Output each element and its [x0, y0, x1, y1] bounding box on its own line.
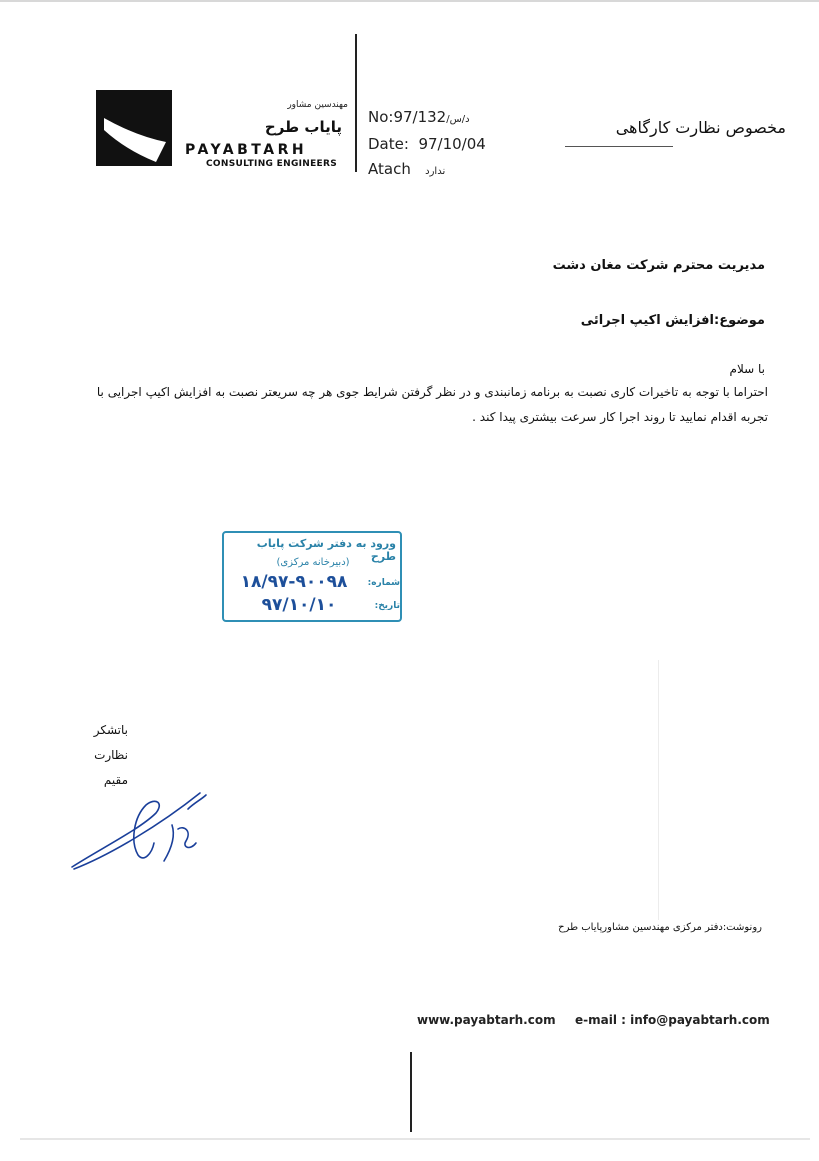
stamp-number-label: شماره:	[367, 578, 400, 588]
stamp-number: ۱۸/۹۷-۹۰۰۹۸	[240, 572, 348, 592]
firm-name-fa: پایاب طرح	[264, 118, 342, 136]
letter-number	[368, 108, 470, 126]
letter-date-value: 97/10/04	[418, 135, 486, 153]
footer-website[interactable]: www.payabtarh.com	[417, 1013, 556, 1027]
scan-edge-bottom	[20, 1138, 810, 1140]
letter-number-year: 97/	[393, 108, 418, 126]
logo-mark-icon	[96, 90, 172, 166]
stamp-subtitle: (دبیرخانه مرکزی)	[276, 557, 350, 568]
stamp-date-label: تاریخ:	[374, 601, 400, 611]
footer-divider	[410, 1052, 412, 1132]
letter-date-label: Date:	[368, 135, 409, 153]
carbon-copy: رونوشت:دفتر مرکزی مهندسین مشاورپایاب طرح	[558, 922, 762, 933]
company-logo	[96, 90, 172, 166]
brand-name: PAYABTARH	[185, 142, 308, 158]
footer-email[interactable]: e-mail : info@payabtarh.com	[575, 1013, 770, 1027]
handwritten-signature	[60, 785, 220, 885]
closing-role: نظارت	[94, 748, 128, 762]
attachment-label: Atach	[368, 160, 411, 178]
header-divider	[355, 34, 357, 172]
closing-thanks: باتشکر	[93, 723, 128, 737]
firm-type-fa: مهندسین مشاور	[287, 100, 348, 110]
letter-body: احتراما با توجه به تاخیرات کاری نصبت به برنامه زمانبندی و در نظر گرفتن شرایط جوی هر چه سریعتر نصبت به افزایش اکیپ اجرایی با تجربه اقدام نمایید تا روند اجرا کار سرعت بیشتری پیدا کند .	[96, 385, 768, 424]
closing-role-2: مقیم	[103, 773, 128, 787]
scan-artifact-line	[658, 660, 659, 920]
attachment-value: ندارد	[425, 166, 446, 177]
letter-number-label: No:	[368, 108, 394, 126]
closing-block	[60, 718, 128, 793]
letter-date	[368, 135, 486, 153]
confidential-note: مخصوص نظارت کارگاهی	[615, 118, 786, 137]
scan-edge-top	[0, 0, 819, 2]
greeting: با سلام	[729, 362, 765, 376]
letter-attachment	[368, 160, 445, 178]
stamp-title: ورود به دفتر شرکت پایاب طرح	[256, 537, 396, 563]
addressee: مدیریت محترم شرکت مغان دشت	[552, 258, 765, 273]
receipt-stamp	[222, 531, 402, 622]
brand-subtitle: CONSULTING ENGINEERS	[206, 159, 338, 169]
confidential-underline	[565, 146, 673, 147]
letter-number-code: د/س/	[446, 114, 470, 125]
subject-line: موضوع:افزایش اکیپ اجرائی	[580, 313, 765, 328]
letter-number-value: 132	[417, 108, 447, 126]
stamp-date: ۹۷/۱۰/۱۰	[261, 595, 337, 615]
